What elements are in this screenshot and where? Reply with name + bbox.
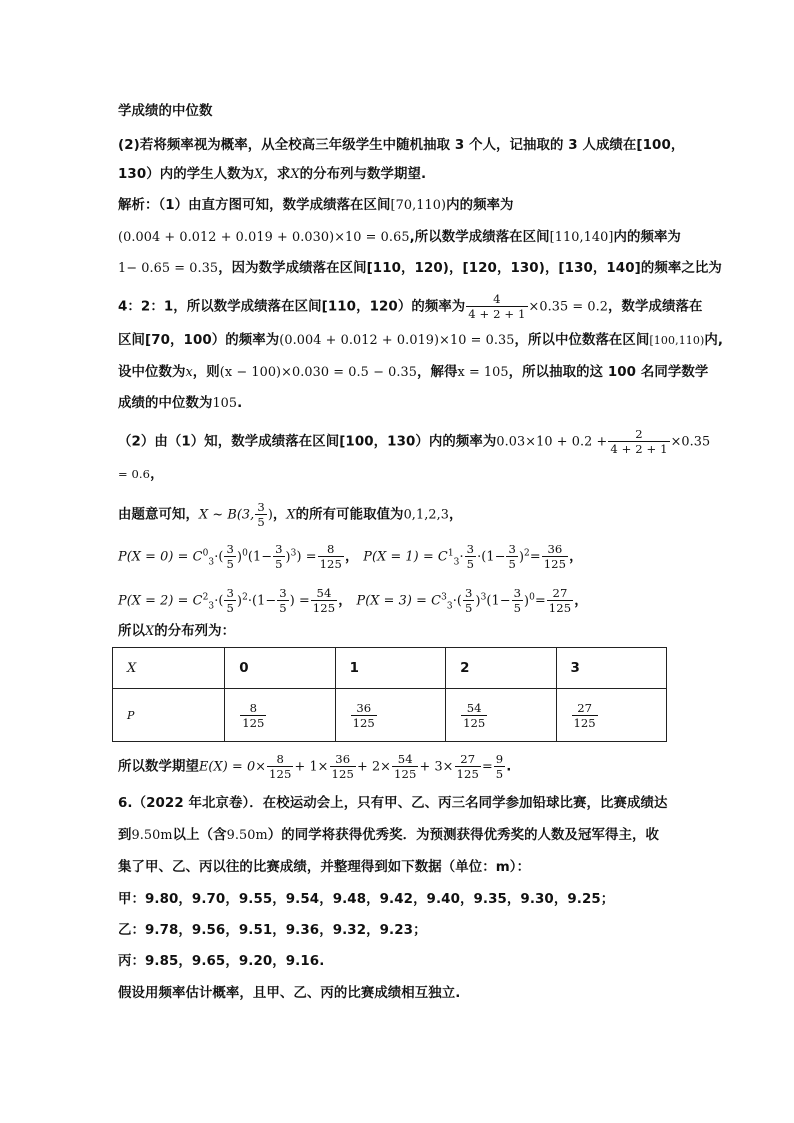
text-line-expectation: 所以数学期望E(X) = 0× $\frac{8}{125}$ + 1× $\frac{36}{125}$ + 2× $\frac{54}{125}$ + 3× $\frac{27}{125}$ = $\frac{9}{5}$ .	[118, 752, 512, 781]
text-line-12: = 0.6，	[118, 467, 164, 482]
text-line-5: (0.004 + 0.012 + 0.019 + 0.030)×10 = 0.65,所以数学成绩落在区间[110,140]内的频率为	[118, 230, 681, 245]
text-line-8: 区间[70，100）的频率为(0.004 + 0.012 + 0.019)×10 = 0.35，所以中位数落在区间[100,110)内,	[118, 333, 724, 348]
text-line-25: 丙：9.85，9.65，9.20，9.16.	[118, 954, 325, 969]
fraction: $\frac{3}{5}$	[257, 500, 265, 529]
text-line-dist-intro: 所以X的分布列为：	[118, 624, 236, 639]
text-line-21: 到9.50m以上（含9.50m）的同学将获得优秀奖．为预测获得优秀奖的人数及冠军得主，收	[118, 828, 659, 843]
fraction: $\frac{2}{4 + 2 + 1}$	[610, 427, 668, 456]
prob-line-1: $P(X = 0) = C^0_3\cdot$( $\frac{3}{5}$ )$^0$(1− $\frac{3}{5}$ )$^3$) = $\frac{8}{125}$ ， $P(X = 1) = C^1_3\cdot$ $\frac{3}{5}$ ·(1− $\frac{3}{5}$ )$^2$= $\frac{36}{125}$ ，	[118, 542, 583, 571]
text-line-24: 乙：9.78，9.56，9.51，9.36，9.32，9.23；	[118, 923, 427, 938]
text-line-1: 学成绩的中位数	[118, 104, 213, 119]
text-line-6: 1− 0.65 = 0.35，因为数学成绩落在区间[110，120)，[120，130)，[130，140]的频率之比为	[118, 261, 722, 276]
prob-line-2: $P(X = 2) = C^2_3\cdot$( $\frac{3}{5}$ )$^2$·(1− $\frac{3}{5}$ ) = $\frac{54}{125}$ ， $P(X = 3) = C^3_3\cdot$( $\frac{3}{5}$ )$^3$(1− $\frac{3}{5}$ )$^0$= $\frac{27}{125}$ ，	[118, 586, 588, 615]
text-line-13: 由题意可知，X ~ B(3, $\frac{3}{5}$ )，X的所有可能取值为0,1,2,3，	[118, 500, 463, 529]
text-line-10: 成绩的中位数为105.	[118, 396, 243, 411]
text-line-20: 6.（2022 年北京卷）．在校运动会上，只有甲、乙、丙三名同学参加铅球比赛，比赛成绩达	[118, 796, 668, 811]
text-line-2: (2)若将频率视为概率，从全校高三年级学生中随机抽取 3 个人，记抽取的 3 人成绩在[100，	[118, 138, 685, 153]
text-line-11: （2）由（1）知，数学成绩落在区间[100，130）内的频率为0.03×10 + 0.2 + $\frac{2}{4 + 2 + 1}$ ×0.35	[118, 427, 711, 456]
text-line-7: 4：2：1，所以数学成绩落在区间[110，120）的频率为 $\frac{4}{4 + 2 + 1}$ ×0.35 = 0.2，数学成绩落在	[118, 292, 703, 321]
text-line-23: 甲：9.80，9.70，9.55，9.54，9.48，9.42，9.40，9.35，9.30，9.25；	[118, 892, 615, 907]
table-row: P $\frac{8}{125}$ $\frac{36}{125}$ $\frac{54}{125}$ $\frac{27}{125}$	[113, 689, 667, 742]
fraction: $\frac{4}{4 + 2 + 1}$	[468, 292, 526, 321]
table-row: X 0 1 2 3	[113, 648, 667, 689]
text-line-26: 假设用频率估计概率，且甲、乙、丙的比赛成绩相互独立.	[118, 986, 461, 1001]
text-line-4: 解析：（1）由直方图可知，数学成绩落在区间[70,110)内的频率为	[118, 198, 514, 213]
distribution-table	[112, 647, 667, 742]
text-line-9: 设中位数为x，则(x − 100)×0.030 = 0.5 − 0.35，解得x = 105，所以抽取的这 100 名同学数学	[118, 365, 709, 380]
text-line-22: 集了甲、乙、丙以往的比赛成绩，并整理得到如下数据（单位：m）：	[118, 860, 531, 875]
text-line-3: 130）内的学生人数为X，求X的分布列与数学期望.	[118, 167, 427, 182]
